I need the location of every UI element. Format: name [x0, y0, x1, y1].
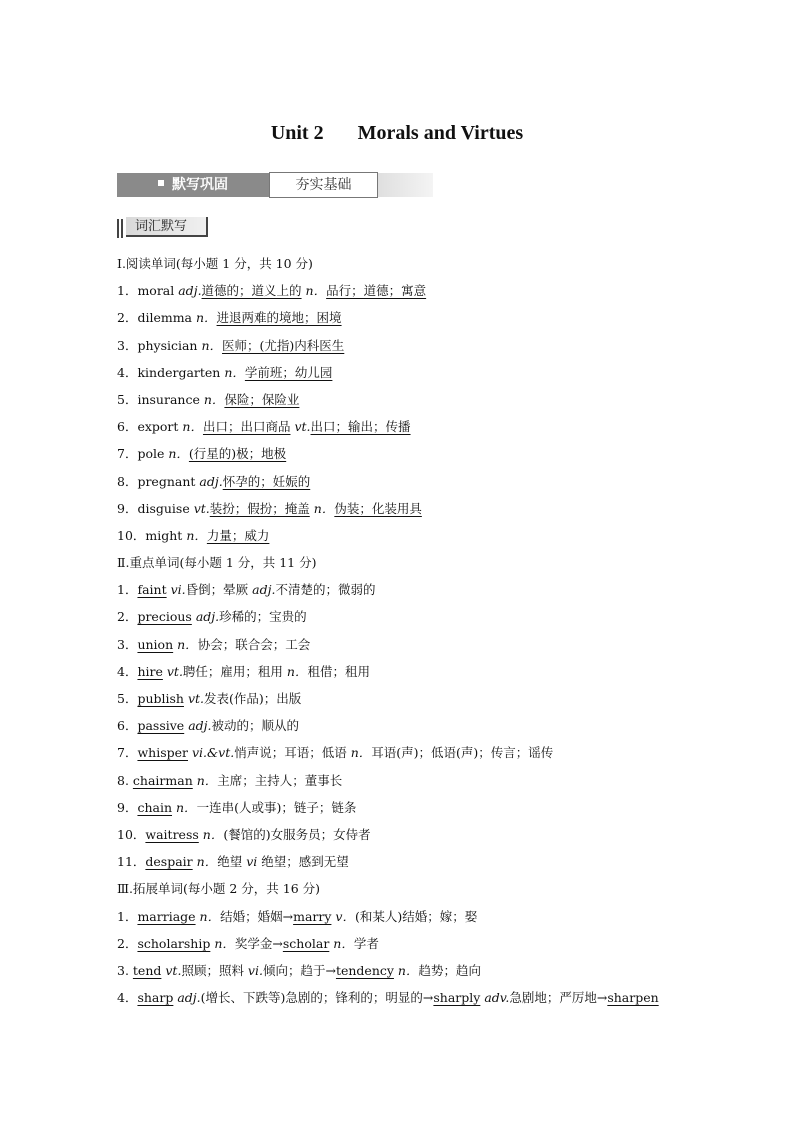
part-of-speech: n． [195, 310, 217, 326]
answer-text: chairman [132, 772, 193, 788]
part-of-speech: n． [182, 419, 203, 435]
part-of-speech: n． [313, 500, 335, 516]
vocab-item [117, 797, 717, 824]
answer-text: chain [137, 799, 173, 815]
vocab-item [117, 280, 717, 307]
answer-text: scholarship [137, 935, 211, 951]
answer-text: tendency [335, 962, 394, 978]
vocab-item [117, 661, 717, 688]
banner-left-text: 默写巩固 [172, 177, 228, 193]
part-of-speech: n． [350, 745, 372, 761]
vocab-item [117, 525, 717, 552]
line-text: (餐馆的)女服务员；女侍者 [223, 826, 371, 842]
part-of-speech: vi. [247, 962, 263, 978]
section-heading-label: 词汇默写 [126, 217, 208, 237]
part-of-speech: n． [397, 962, 419, 978]
vocab-item [117, 307, 717, 334]
part-of-speech: adj. [195, 609, 220, 625]
part-of-speech: n． [186, 527, 207, 543]
part-of-speech: vi [246, 854, 258, 870]
part-of-speech: adj. [177, 990, 201, 1006]
answer-text: 装扮；假扮；掩盖 [209, 500, 310, 516]
banner-right-label: 夯实基础 [269, 172, 378, 198]
part-of-speech: adv. [484, 990, 510, 1006]
line-text: 一连串(人或事)；链子；链条 [196, 799, 357, 815]
part-of-speech: adj. [188, 718, 212, 734]
part-of-speech: n． [196, 854, 218, 870]
line-text: 主席；主持人；董事长 [217, 772, 343, 788]
vocab-item [117, 742, 717, 769]
line-text: 4． [117, 663, 138, 679]
line-text: 1． [117, 582, 138, 598]
line-text: (增长、下跌等)急剧的；锋利的；明显的→ [200, 990, 434, 1006]
vocab-item [117, 579, 717, 606]
line-text: 3． [117, 636, 138, 652]
answer-text: 伪装；化装用具 [334, 500, 422, 516]
answer-text: union [137, 636, 174, 652]
line-text: 6． [117, 718, 138, 734]
vocab-item [117, 770, 717, 797]
part-of-speech: n． [214, 935, 235, 951]
line-text: 2． [117, 609, 138, 625]
vocab-item [117, 960, 717, 987]
part-of-speech: n． [305, 283, 327, 299]
line-text: 1． [117, 908, 138, 924]
line-text: 5．insurance [117, 391, 204, 407]
answer-text: 保险；保险业 [224, 391, 300, 407]
line-text: 悄声说；耳语；低语 [234, 745, 351, 761]
answer-text: sharply [433, 990, 481, 1006]
line-text: 9．disguise [117, 500, 194, 516]
vocab-item [117, 443, 717, 470]
vocab-item [117, 906, 717, 933]
answer-text: 出口；出口商品 [202, 419, 291, 435]
answer-text: sharp [137, 990, 174, 1006]
part-of-speech: n． [196, 772, 218, 788]
line-text: 结婚；婚姻→ [220, 908, 294, 924]
part-of-speech: vt. [193, 500, 210, 516]
line-text: 7．pole [117, 446, 169, 462]
vocab-item [117, 471, 717, 498]
vocab-list [117, 253, 717, 1014]
line-text: 10．might [117, 527, 187, 543]
line-text: 8. [117, 772, 133, 788]
line-text: 4．kindergarten [117, 364, 225, 380]
line-text: 5． [117, 691, 138, 706]
answer-text: publish [137, 691, 184, 706]
answer-text: marriage [137, 908, 196, 924]
line-text: Ⅲ.拓展单词(每小题 2 分，共 16 分) [117, 881, 321, 897]
line-text: 学者 [353, 935, 379, 951]
line-text: 2．dilemma [117, 310, 196, 326]
part-of-speech: v． [335, 908, 355, 924]
line-text: 趋势；趋向 [418, 962, 481, 978]
part-of-speech: n． [224, 364, 245, 380]
vocab-item [117, 824, 717, 851]
line-text: 3. [117, 962, 133, 978]
part-of-speech: n． [203, 391, 225, 407]
line-text: 4． [117, 990, 138, 1006]
line-text: 协会；联合会；工会 [197, 636, 311, 652]
part-of-speech: vi. [170, 582, 186, 598]
part-of-speech: vt. [187, 691, 205, 706]
line-text: 2． [117, 935, 138, 951]
vocab-item [117, 688, 717, 715]
vocab-item [117, 851, 717, 878]
part-of-speech: n． [168, 446, 189, 462]
line-text: 急剧地；严厉地→ [509, 990, 608, 1006]
answer-text: precious [137, 609, 192, 625]
line-text: 7． [117, 745, 138, 761]
line-text: 1．moral [117, 283, 179, 299]
part-of-speech: vt. [166, 663, 183, 679]
answer-text: scholar [282, 935, 330, 951]
line-text: 聘任；雇用；租用 [182, 663, 287, 679]
vocab-item [117, 715, 717, 742]
line-text: 11． [117, 854, 146, 870]
answer-text: waitress [145, 826, 199, 842]
vocab-item [117, 362, 717, 389]
part-of-speech: n． [201, 337, 223, 353]
vocab-item [117, 498, 717, 525]
line-text: Ⅰ.阅读单词(每小题 1 分，共 10 分) [117, 256, 313, 271]
answer-text: 医师；(尤指)内科医生 [222, 337, 345, 353]
part-of-speech: vi.&vt. [191, 745, 235, 761]
part-of-speech: adj. [178, 283, 202, 299]
unit-number: Unit 2 [270, 122, 324, 144]
answer-text: sharpen [607, 990, 659, 1006]
unit-name: Morals and Virtues [357, 122, 524, 144]
answer-text: despair [145, 854, 193, 870]
vocab-item [117, 389, 717, 416]
line-text: 照顾；照料 [181, 962, 248, 978]
line-text: 昏倒；晕厥 [185, 582, 253, 598]
answer-text: 道德的；道义上的 [201, 283, 302, 299]
exercise-heading [117, 552, 717, 579]
line-text: 绝望；感到无望 [257, 854, 349, 870]
line-text: 发表(作品)；出版 [204, 691, 302, 706]
answer-text: 出口；输出；传播 [310, 419, 411, 435]
section-banner [117, 172, 433, 198]
page-title [0, 122, 794, 145]
line-text: 绝望 [217, 854, 247, 870]
part-of-speech: vt. [165, 962, 182, 978]
square-bullet-icon [158, 180, 164, 186]
line-text: 6．export [117, 419, 183, 435]
line-text: Ⅱ.重点单词(每小题 1 分，共 11 分) [117, 555, 317, 571]
answer-text: 进退两难的境地；困境 [216, 310, 342, 326]
answer-text: tend [132, 962, 162, 978]
answer-text: 品行；道德；寓意 [326, 283, 427, 299]
answer-text: (行星的)极；地极 [188, 446, 287, 462]
line-text: 8．pregnant [117, 473, 200, 489]
vocab-item [117, 933, 717, 960]
line-text: 3．physician [117, 337, 202, 353]
answer-text: hire [137, 663, 163, 679]
vocab-item [117, 416, 717, 443]
line-text: 倾向；趋于→ [262, 962, 336, 978]
vocab-item [117, 987, 717, 1014]
vocab-item [117, 606, 717, 633]
answer-text: passive [137, 718, 185, 734]
exercise-heading [117, 878, 717, 905]
line-text: 耳语(声)；低语(声)；传言；谣传 [371, 745, 554, 761]
line-text: 被动的；顺从的 [211, 718, 300, 734]
part-of-speech: adj. [252, 582, 276, 598]
answer-text: 学前班；幼儿园 [244, 364, 333, 380]
vocab-item [117, 634, 717, 661]
line-text: 奖学金→ [234, 935, 283, 951]
part-of-speech: n． [202, 826, 224, 842]
answer-text: 怀孕的；妊娠的 [222, 473, 311, 489]
part-of-speech: n． [286, 663, 308, 679]
vocab-item [117, 335, 717, 362]
answer-text: faint [137, 582, 167, 598]
answer-text: marry [293, 908, 332, 924]
line-text: 10． [117, 826, 146, 842]
line-text: 不清楚的；微弱的 [275, 582, 376, 598]
line-text: 珍稀的；宝贵的 [219, 609, 307, 625]
section-heading [117, 217, 205, 239]
line-text: (和某人)结婚；嫁；娶 [354, 908, 478, 924]
part-of-speech: n． [176, 799, 197, 815]
line-text: 租借；租用 [307, 663, 370, 679]
line-text: 9． [117, 799, 138, 815]
answer-text: whisper [137, 745, 188, 761]
answer-text: 力量；威力 [206, 527, 270, 543]
part-of-speech: n． [177, 636, 198, 652]
part-of-speech: adj. [199, 473, 223, 489]
banner-left-label [117, 173, 269, 197]
part-of-speech: n． [333, 935, 354, 951]
part-of-speech: vt. [294, 419, 311, 435]
exercise-heading [117, 253, 717, 280]
part-of-speech: n． [199, 908, 221, 924]
